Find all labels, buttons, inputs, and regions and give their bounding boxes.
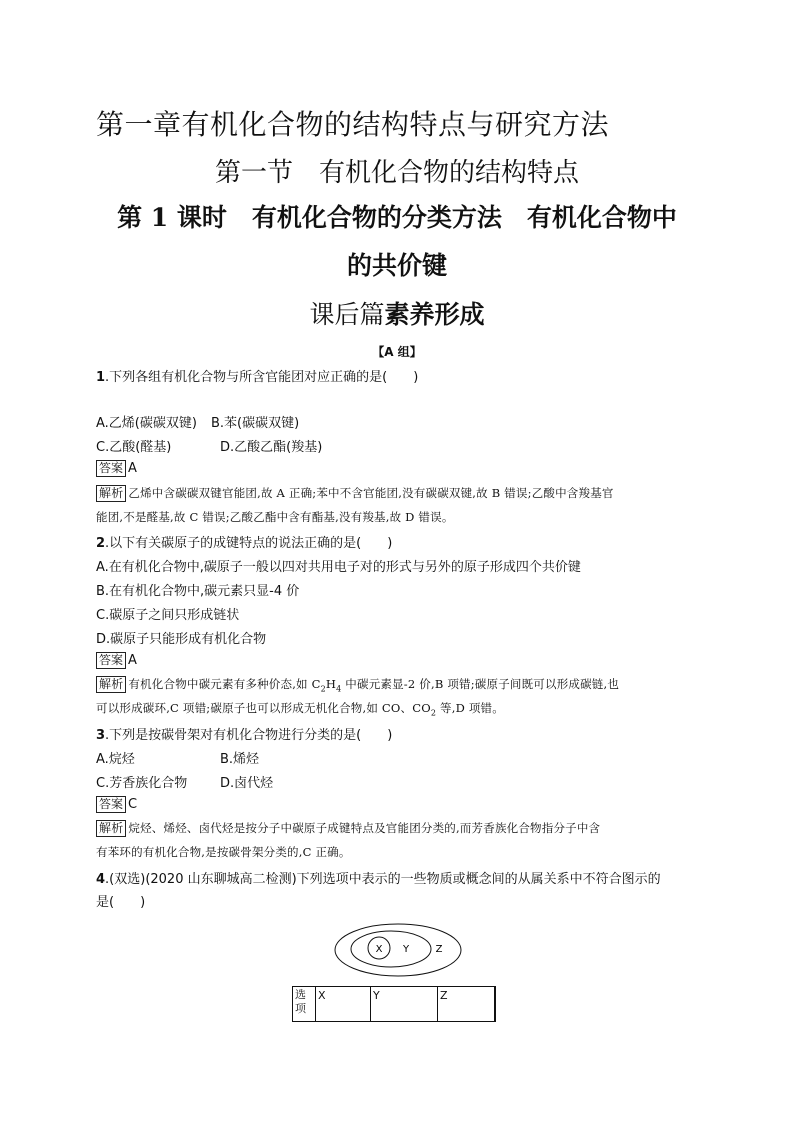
q2-analysis-text1: 有机化合物中碳元素有多种价态,如 C [128,677,321,691]
q1-answer-value: A [128,461,137,476]
q2-analysis-text4: 可以形成碳环,C 项错;碳原子也可以形成无机化合物,如 CO、CO [96,701,431,715]
table-header-x: X [316,987,371,1022]
q1-option-b: B.苯(碳碳双键) [210,416,300,431]
q3-number: 3 [96,728,106,743]
q3-option-c: C.芳香族化合物 [96,776,188,791]
q4-stem-text1: .(双选)(2020 山东聊城高二检测)下列选项中表示的一些物质或概念间的从属关系中不符合图示的 [105,872,661,887]
q2-number: 2 [96,536,106,551]
label-z: Z [435,944,443,955]
after-class-title [0,295,794,331]
q2-analysis-text2: H [325,677,337,691]
q3-option-b: B.烯烃 [220,752,260,767]
q3-analysis-text1: 烷烃、烯烃、卤代烃是按分子中碳原子成键特点及官能团分类的,而芳香族化合物指分子中含 [128,821,601,835]
middle-ellipse-y [351,931,431,967]
q2-analysis-sub1: 2 [320,684,326,694]
analysis-tag: 解析 [96,676,126,693]
q4-number: 4 [96,872,106,887]
analysis-tag: 解析 [96,485,126,502]
after-class-title-part2: 素养形成 [384,300,485,329]
q1-stem-text: .下列各组有机化合物与所含官能团对应正确的是( ) [105,370,419,385]
table-header-row [293,987,496,1022]
section-title: 第一节 有机化合物的结构特点 [214,158,579,188]
answer-tag: 答案 [96,460,126,477]
q2-option-b: B.在有机化合物中,碳元素只显-4 价 [96,584,300,599]
q2-answer [96,652,137,669]
q1-option-a: A.乙烯(碳碳双键) [96,416,197,431]
analysis-tag: 解析 [96,820,126,837]
q2-option-c: C.碳原子之间只形成链状 [96,608,240,623]
chapter-title: 第一章有机化合物的结构特点与研究方法 [96,108,610,141]
q2-analysis-line2 [96,700,504,717]
q1-options-row1 [96,412,299,431]
venn-diagram [333,922,463,978]
q1-options-row2 [96,436,323,455]
table-header-y: Y [371,987,438,1022]
answer-tag: 答案 [96,796,126,813]
q3-option-a: A.烷烃 [96,752,135,767]
q3-option-d: D.卤代烃 [220,776,274,791]
q3-stem [96,724,392,743]
q1-answer [96,460,137,477]
q2-answer-value: A [128,653,137,668]
q2-stem [96,532,392,551]
lesson-title-line1: 第 1 课时 有机化合物的分类方法 有机化合物中 [117,203,677,232]
q2-option-a: A.在有机化合物中,碳原子一般以四对共用电子对的形式与另外的原子形成四个共价键 [96,560,581,575]
group-label: 【A 组】 [372,345,422,359]
answer-tag: 答案 [96,652,126,669]
q4-options-table [292,986,496,1022]
q2-analysis-text3: 中碳元素显-2 价,B 项错;碳原子间既可以形成碳链,也 [341,677,620,691]
q1-stem [96,366,418,385]
table-header-option: 选项 [293,987,316,1022]
q3-options-row1 [96,748,260,767]
q2-analysis-text5: 等,D 项错。 [436,701,504,715]
q2-analysis-sub2: 4 [336,684,342,694]
q4-stem-line1 [96,868,661,887]
q1-option-c: C.乙酸(醛基) [96,440,172,455]
lesson-title-line2: 的共价键 [346,251,447,280]
q2-analysis-line1 [96,676,619,693]
q2-option-d: D.碳原子只能形成有机化合物 [96,632,267,647]
q2-analysis-sub3: 2 [430,708,437,718]
q1-analysis-line1 [96,485,614,502]
label-y: Y [402,944,410,955]
q3-options-row2 [96,772,274,791]
q3-analysis-line2: 有苯环的有机化合物,是按碳骨架分类的,C 正确。 [96,845,351,859]
q1-analysis-line2: 能团,不是醛基,故 C 错误;乙酸乙酯中含有酯基,没有羧基,故 D 错误。 [96,510,454,524]
after-class-title-part1: 课后篇 [309,300,385,329]
q3-stem-text: .下列是按碳骨架对有机化合物进行分类的是( ) [105,728,393,743]
q1-number: 1 [96,370,106,385]
q4-stem-line2: 是( ) [96,895,146,910]
q2-stem-text: .以下有关碳原子的成键特点的说法正确的是( ) [105,536,393,551]
q3-answer [96,796,137,813]
table-header-z: Z [438,987,496,1022]
label-x: X [375,944,383,955]
q1-analysis-text1: 乙烯中含碳碳双键官能团,故 A 正确;苯中不含官能团,没有碳碳双键,故 B 错误;乙酸中含羧基官 [128,486,614,500]
q3-answer-value: C [128,797,138,812]
q3-analysis-line1 [96,820,600,837]
q1-option-d: D.乙酸乙酯(羧基) [220,440,323,455]
